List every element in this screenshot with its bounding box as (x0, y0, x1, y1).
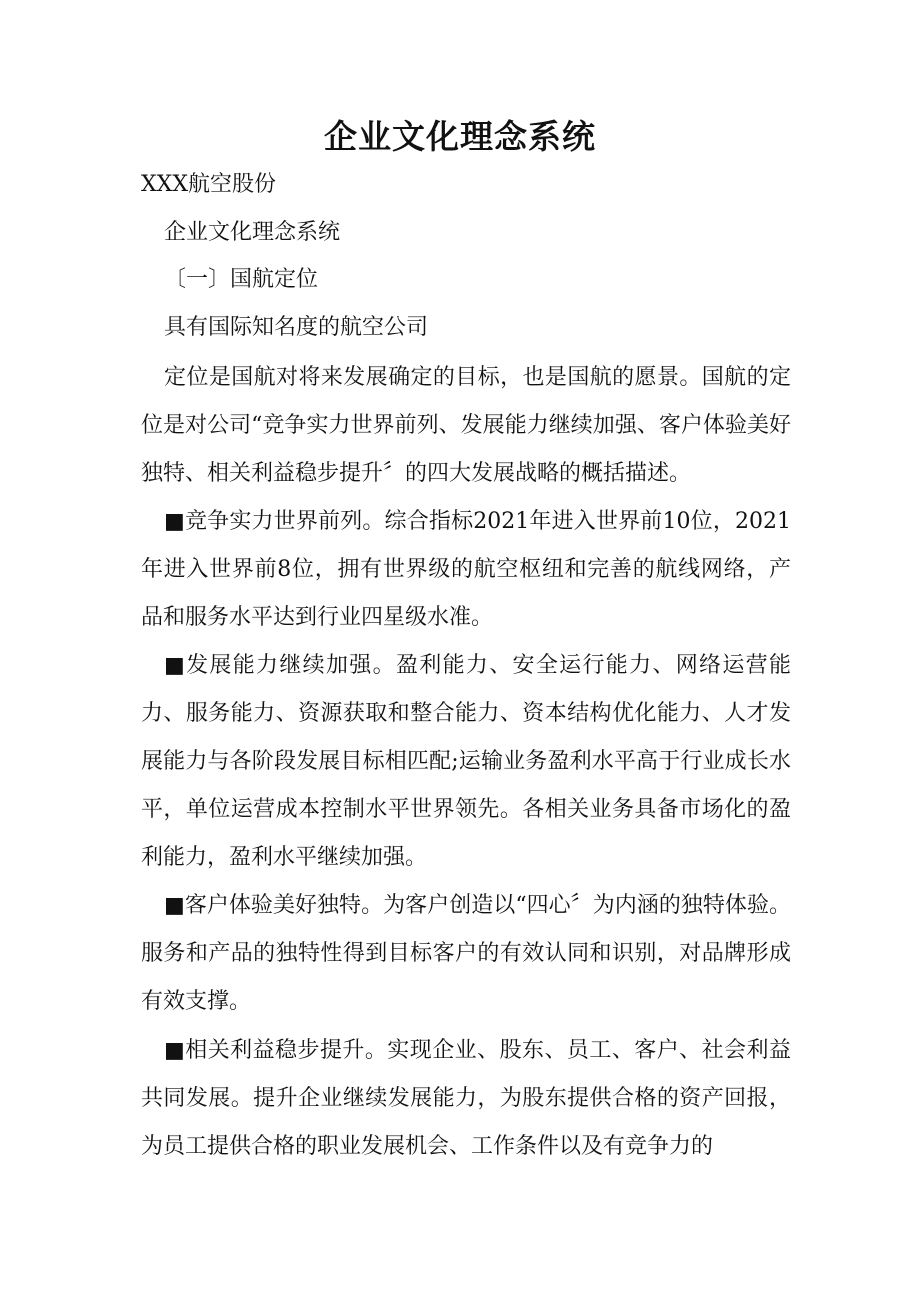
paragraph-customer-experience: ■客户体验美好独特。为客户创造以“四心〞为内涵的独特体验。服务和产品的独特性得到目标客户的有效认同和识别，对品牌形成有效支撑。 (141, 893, 791, 1014)
document-subtitle: 企业文化理念系统 (164, 220, 341, 245)
section-heading: 〔一〕国航定位 (164, 267, 319, 292)
positioning-statement: 具有国际知名度的航空公司 (164, 315, 429, 340)
paragraph-competitive-strength: ■竞争实力世界前列。综合指标2021年进入世界前10位，2021年进入世界前8位，拥有世界级的航空枢纽和完善的航线网络，产品和服务水平达到行业四星级水准。 (141, 509, 791, 630)
paragraph-development-capability: ■发展能力继续加强。盈利能力、安全运行能力、网络运营能力、服务能力、资源获取和整合能力、资本结构优化能力、人才发展能力与各阶段发展目标相匹配;运输业务盈利水平高于行业成长水平，单位运营成本控制水平世界领先。各相关业务具备市场化的盈利能力，盈利水平继续加强。 (141, 653, 791, 870)
company-name: XXX航空股份 (141, 172, 276, 197)
paragraph-positioning-definition: 定位是国航对将来发展确定的目标，也是国航的愿景。国航的定位是对公司“竞争实力世界前列、发展能力继续加强、客户体验美好独特、相关利益稳步提升〞的四大发展战略的概括描述。 (141, 365, 791, 486)
paragraph-stakeholder-interests: ■相关利益稳步提升。实现企业、股东、员工、客户、社会利益共同发展。提升企业继续发展能力，为股东提供合格的资产回报，为员工提供合格的职业发展机会、工作条件以及有竞争力的 (141, 1038, 791, 1159)
document-title: 企业文化理念系统 (324, 117, 596, 156)
